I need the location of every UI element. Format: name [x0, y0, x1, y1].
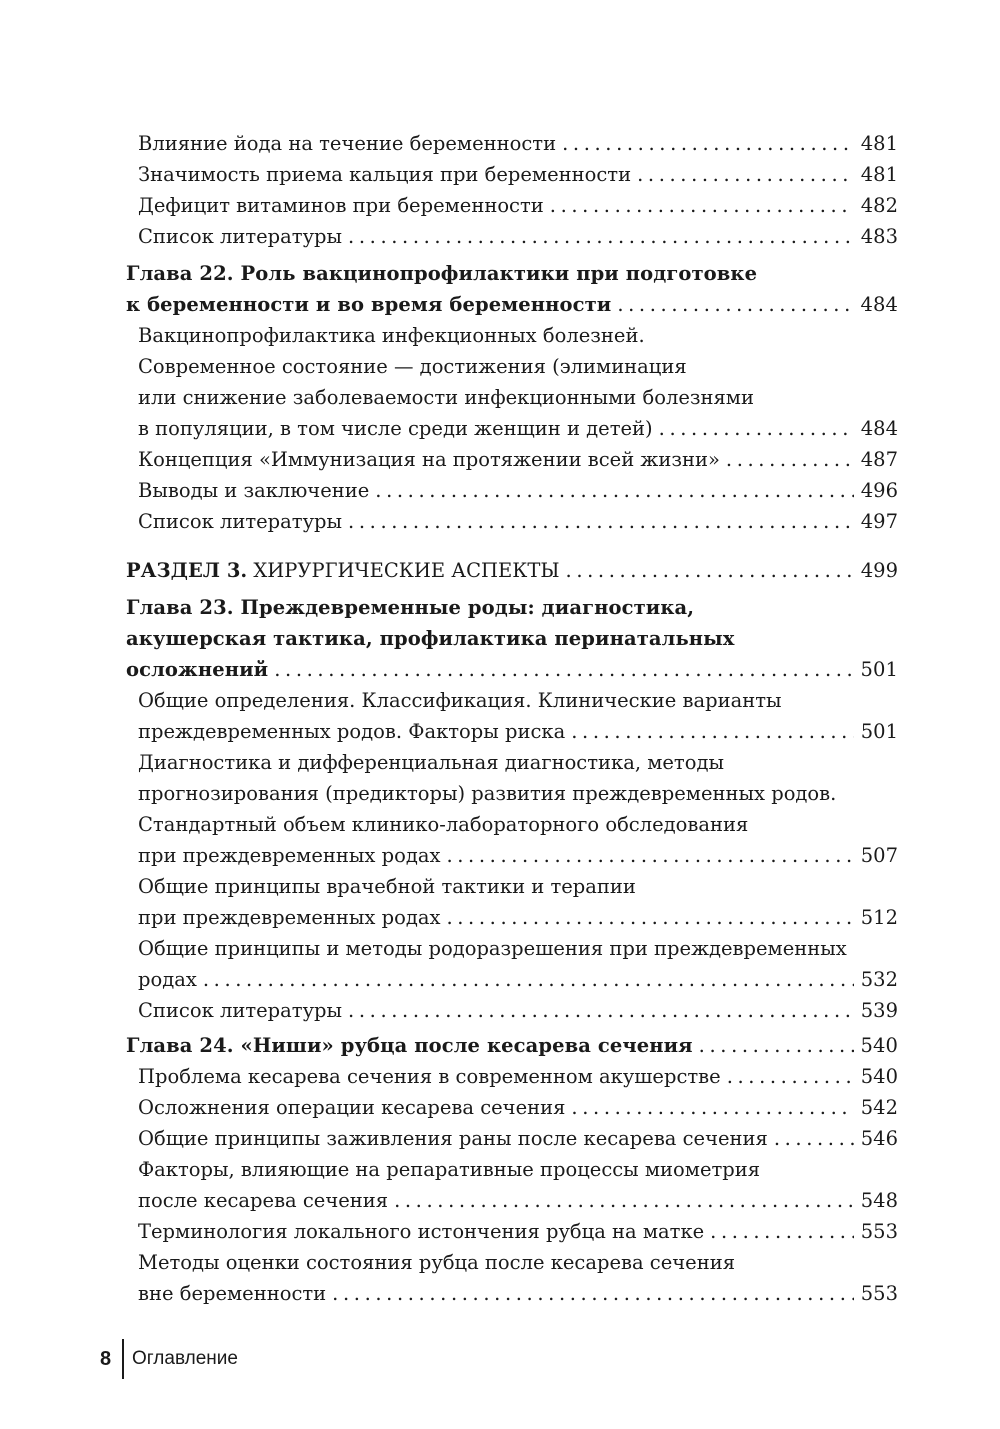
toc-entry-title-line: Глава 24. «Ниши» рубца после кесарева сечения [126, 1034, 693, 1057]
dot-leader [394, 1185, 854, 1216]
toc-entry-title-line: Стандартный объем клинико-лабораторного обследования [138, 813, 749, 836]
toc-entry [126, 871, 898, 933]
toc-entry-title-line: Выводы и заключение [138, 479, 370, 502]
dot-leader [562, 128, 854, 159]
toc-page-number: 483 [860, 225, 898, 248]
toc-page-number: 553 [860, 1220, 898, 1243]
toc-entry-leader-row [138, 1123, 898, 1154]
toc-entry-title-line: Общие принципы заживления раны после кесарева сечения [138, 1127, 768, 1150]
toc-entry-leader-row [138, 1185, 898, 1216]
toc-entry-leader-row [138, 475, 898, 506]
toc-entry-title-line: в популяции, в том числе среди женщин и детей) [138, 417, 653, 440]
toc-page-number: 542 [860, 1096, 898, 1119]
dot-leader [566, 555, 854, 586]
toc-chapter-entry [126, 1030, 898, 1061]
toc-entry-title-line: Диагностика и дифференциальная диагностика, методы [138, 751, 724, 774]
toc-entry-title-line: Список литературы [138, 999, 343, 1022]
toc-entry-title-line: Методы оценки состояния рубца после кесарева сечения [138, 1251, 735, 1274]
toc-page-number: 481 [860, 163, 898, 186]
toc-entry-title-line: Общие принципы врачебной тактики и терапии [138, 875, 636, 898]
toc-entry [126, 320, 898, 444]
toc-entry [126, 128, 898, 159]
toc-page-number: 546 [860, 1127, 898, 1150]
dot-leader [659, 413, 854, 444]
toc-entry [126, 1061, 898, 1092]
toc-page-number: 484 [860, 293, 898, 316]
toc-entry [126, 1216, 898, 1247]
toc-entry [126, 747, 898, 871]
toc-entry-leader-row [126, 555, 898, 586]
dot-leader [550, 190, 854, 221]
toc-entry-title-line: при преждевременных родах [138, 844, 441, 867]
dot-leader [726, 444, 854, 475]
toc-page-number: 553 [860, 1282, 898, 1305]
toc-chapter-entry [126, 258, 898, 320]
running-head: Оглавление [132, 1348, 238, 1369]
toc-entry-leader-row [138, 716, 898, 747]
dot-leader [348, 221, 854, 252]
dot-leader [710, 1216, 854, 1247]
toc-page-number: 507 [860, 844, 898, 867]
toc-entry [126, 1092, 898, 1123]
toc-section-entry [126, 545, 898, 586]
toc-page-number: 501 [860, 720, 898, 743]
toc-entry-leader-row [138, 1216, 898, 1247]
toc-entry-leader-row [138, 1278, 898, 1309]
toc-page-number: 487 [860, 448, 898, 471]
toc-entry-title-line: Общие принципы и методы родоразрешения при преждевременных [138, 937, 847, 960]
toc-entry [126, 221, 898, 252]
toc-entry [126, 1123, 898, 1154]
toc-entry [126, 1247, 898, 1309]
toc-entry-leader-row [138, 413, 898, 444]
toc-page-number: 497 [860, 510, 898, 533]
toc-entry-title-line: вне беременности [138, 1282, 327, 1305]
dot-leader [375, 475, 854, 506]
toc-page-number: 540 [860, 1034, 898, 1057]
toc-entry-leader-row [138, 190, 898, 221]
toc-entry [126, 190, 898, 221]
toc-entry-title-line: акушерская тактика, профилактика перинатальных [126, 627, 735, 650]
toc-entry-title-line: к беременности и во время беременности [126, 293, 612, 316]
toc-entry [126, 475, 898, 506]
toc-entry-leader-row [138, 840, 898, 871]
toc-entry-leader-row [138, 159, 898, 190]
toc-entry-title-line: Современное состояние — достижения (элиминация [138, 355, 687, 378]
toc-page-number: 532 [860, 968, 898, 991]
toc-entry-title-line: прогнозирования (предикторы) развития преждевременных родов. [138, 782, 837, 805]
section-number: РАЗДЕЛ 3. [126, 559, 248, 582]
toc-entry-title-line: Список литературы [138, 225, 343, 248]
toc-entry-title-line: или снижение заболеваемости инфекционными болезнями [138, 386, 754, 409]
toc-entry-leader-row [138, 964, 898, 995]
toc-entry-title-line: Проблема кесарева сечения в современном акушерстве [138, 1065, 721, 1088]
toc-entry [126, 933, 898, 995]
dot-leader [348, 995, 854, 1026]
toc-entry-title-line: Вакцинопрофилактика инфекционных болезней. [138, 324, 645, 347]
toc-entry-title-line: Глава 23. Преждевременные роды: диагностика, [126, 596, 695, 619]
toc-entry-leader-row [138, 1092, 898, 1123]
toc-page-number: 548 [860, 1189, 898, 1212]
toc-entry-leader-row [138, 128, 898, 159]
dot-leader [617, 289, 854, 320]
toc-entry-title-line: при преждевременных родах [138, 906, 441, 929]
dot-leader [727, 1061, 854, 1092]
toc-entry-title-line: Значимость приема кальция при беременности [138, 163, 632, 186]
toc-entry-leader-row [126, 1030, 898, 1061]
toc-entry-title-line: Факторы, влияющие на репаративные процессы миометрия [138, 1158, 761, 1181]
toc-entry-title-line: Влияние йода на течение беременности [138, 132, 557, 155]
toc-entry [126, 506, 898, 537]
toc-entry-title-line: Глава 22. Роль вакцинопрофилактики при подготовке [126, 262, 758, 285]
dot-leader [446, 902, 854, 933]
toc-entry-title-line: Дефицит витаминов при беременности [138, 194, 544, 217]
toc-entry-title-line: преждевременных родов. Факторы риска [138, 720, 566, 743]
toc-entry-leader-row [138, 506, 898, 537]
toc-entry [126, 1154, 898, 1216]
dot-leader [637, 159, 854, 190]
dot-leader [203, 964, 854, 995]
toc-entry-title-line: Общие определения. Классификация. Клинические варианты [138, 689, 782, 712]
toc-entry-title-line: Осложнения операции кесарева сечения [138, 1096, 566, 1119]
toc-page-number: 481 [860, 132, 898, 155]
toc-entry-title-line: Концепция «Иммунизация на протяжении всей жизни» [138, 448, 720, 471]
toc-entry-leader-row [126, 654, 898, 685]
toc-page-number: 512 [860, 906, 898, 929]
toc-page-number: 499 [860, 559, 898, 582]
dot-leader [274, 654, 854, 685]
toc-entry-title-line: Терминология локального истончения рубца на матке [138, 1220, 705, 1243]
toc-entry-leader-row [138, 221, 898, 252]
toc-entry-leader-row [138, 1061, 898, 1092]
toc-entry-leader-row [138, 995, 898, 1026]
toc-entry-title-line: осложнений [126, 658, 269, 681]
toc-entry [126, 685, 898, 747]
dot-leader [699, 1030, 854, 1061]
toc-entry-title-line [126, 555, 560, 586]
dot-leader [774, 1123, 854, 1154]
section-title: ХИРУРГИЧЕСКИЕ АСПЕКТЫ [253, 559, 560, 582]
page-number: 8 [100, 1348, 112, 1370]
toc-entry-title-line: родах [138, 968, 197, 991]
toc-page-number: 540 [860, 1065, 898, 1088]
dot-leader [571, 1092, 854, 1123]
toc-entry-title-line: Список литературы [138, 510, 343, 533]
table-of-contents [126, 128, 898, 1309]
toc-page-number: 501 [860, 658, 898, 681]
footer-divider [122, 1339, 124, 1379]
toc-entry-title-line: после кесарева сечения [138, 1189, 389, 1212]
toc-entry [126, 159, 898, 190]
toc-chapter-entry [126, 592, 898, 685]
dot-leader [571, 716, 854, 747]
toc-page-number: 482 [860, 194, 898, 217]
toc-entry [126, 444, 898, 475]
toc-page-number: 539 [860, 999, 898, 1022]
toc-entry-leader-row [138, 902, 898, 933]
toc-page-number: 496 [860, 479, 898, 502]
toc-entry [126, 995, 898, 1026]
toc-page-number: 484 [860, 417, 898, 440]
toc-entry-leader-row [126, 289, 898, 320]
dot-leader [446, 840, 854, 871]
toc-entry-leader-row [138, 444, 898, 475]
dot-leader [348, 506, 854, 537]
dot-leader [332, 1278, 854, 1309]
